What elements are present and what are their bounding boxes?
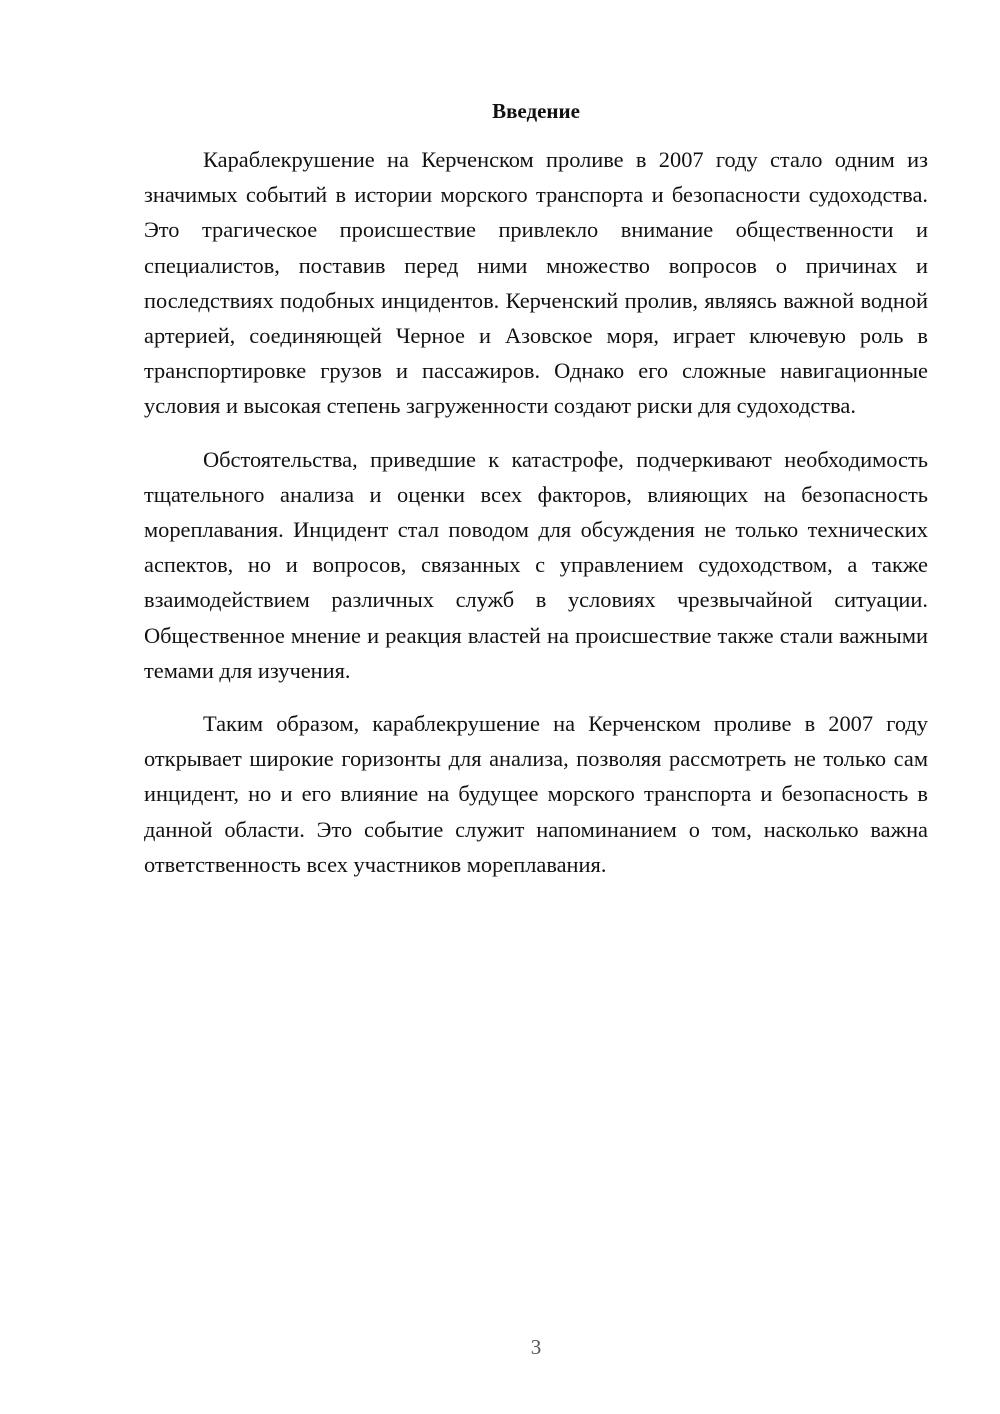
section-heading: Введение bbox=[492, 99, 580, 123]
page-number: 3 bbox=[530, 1335, 542, 1359]
paragraph-3: Таким образом, караблекрушение на Керченском проливе в 2007 году открывает широкие горизонты для анализа, позволяя рассмотреть не только сам инцидент, но и его влияние на будущее морского транспорта и безопасность в данной области. Это событие служит напоминанием о том, насколько важна ответственность всех участников мореплавания. bbox=[144, 711, 928, 877]
paragraph-1: Караблекрушение на Керченском проливе в 2007 году стало одним из значимых событий в истории морского транспорта и безопасности судоходства. Это трагическое происшествие привлекло внимание общественности и специалистов, поставив перед ними множество вопросов о причинах и последствиях подобных инцидентов. Керченский пролив, являясь важной водной артерией, соединяющей Черное и Азовское моря, играет ключевую роль в транспортировке грузов и пассажиров. Однако его сложные навигационные условия и высокая степень загруженности создают риски для судоходства. bbox=[144, 147, 928, 419]
body-text bbox=[144, 142, 928, 900]
paragraph-2: Обстоятельства, приведшие к катастрофе, подчеркивают необходимость тщательного анализа и оценки всех факторов, влияющих на безопасность мореплавания. Инцидент стал поводом для обсуждения не только технических аспектов, но и вопросов, связанных с управлением судоходством, а также взаимодействием различных служб в условиях чрезвычайной ситуации. Общественное мнение и реакция властей на происшествие также стали важными темами для изучения. bbox=[144, 446, 928, 683]
